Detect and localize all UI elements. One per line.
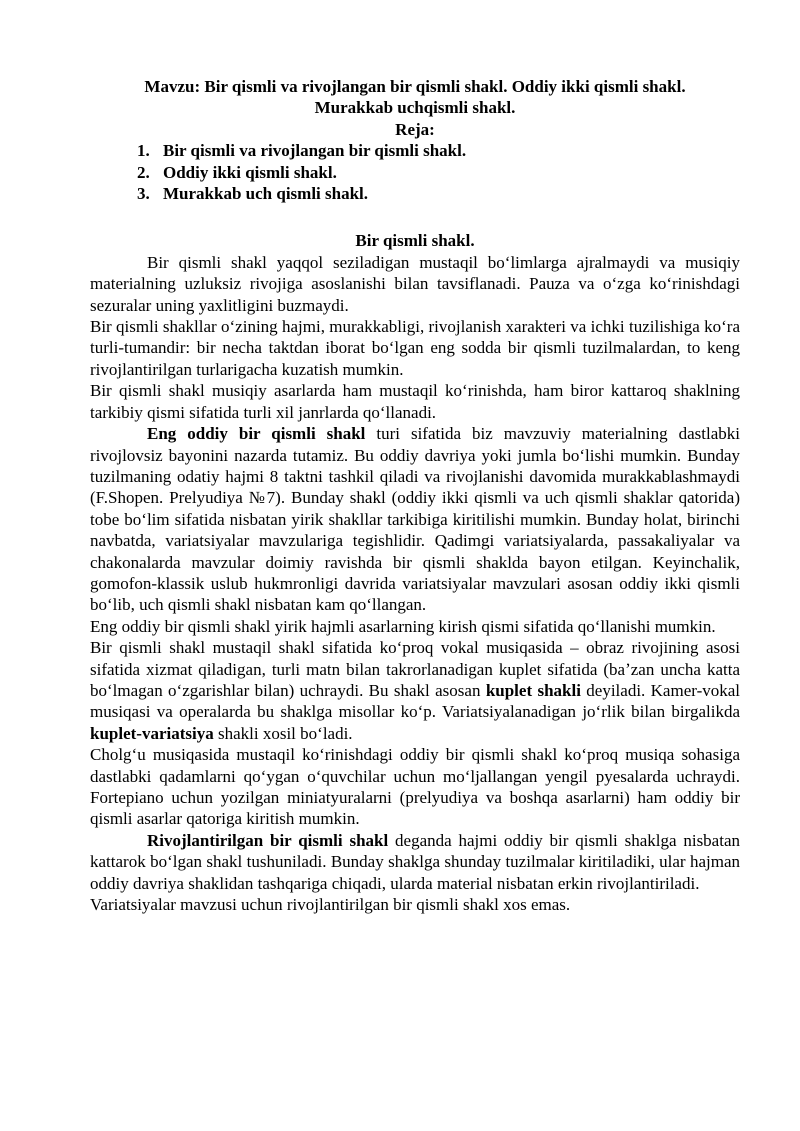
paragraph-run: Bir qismli shakl musiqiy asarlarda ham mustaqil koʻrinishda, ham biror kattaroq shaklning tarkibiy qismi sifatida turli xil janrlarda qoʻllanadi. — [90, 381, 740, 422]
paragraph-bold-run: Eng oddiy bir qismli shakl — [147, 424, 366, 444]
paragraph-bold-run: kuplet-variatsiya — [90, 723, 214, 743]
plan-item — [137, 162, 740, 183]
paragraph — [90, 380, 740, 423]
plan-item-number: 1. — [137, 141, 150, 161]
plan-item-label: Murakkab uch qismli shakl. — [163, 184, 369, 204]
paragraph — [90, 616, 740, 637]
plan-item-number: 2. — [137, 162, 150, 182]
title-line-1: Mavzu: Bir qismli va rivojlangan bir qismli shakl. Oddiy ikki qismli shakl. — [144, 77, 686, 96]
paragraph-run: shakli xosil boʻladi. — [213, 723, 353, 743]
paragraph-run: Bir qismli shakllar oʻzining hajmi, murakkabligi, rivojlanish xarakteri va ichki tuzilishiga koʻra turli-tumandir: bir necha taktdan iborat boʻlgan eng sodda bir qismli tuzilmalardan, to keng rivojlantirilgan turlarigacha kuzatish mumkin. — [90, 317, 740, 379]
paragraph — [90, 423, 740, 616]
plan-list — [90, 140, 740, 204]
section-heading: Bir qismli shakl. — [355, 231, 475, 251]
title-line-2: Murakkab uchqismli shakl. — [314, 98, 516, 118]
paragraph — [90, 830, 740, 894]
plan-item-number: 3. — [137, 184, 150, 204]
plan-item — [137, 183, 740, 204]
paragraph — [90, 744, 740, 830]
paragraph-run: Bir qismli shakl yaqqol seziladigan mustaqil boʻlimlarga ajralmaydi va musiqiy materialning uzluksiz rivojiga asoslanishi bilan tavsiflanadi. Pauza va oʻzga koʻrinishdagi sezuralar uning yaxlitligini buzmaydi. — [90, 252, 740, 315]
paragraph-bold-run: Rivojlantirilgan bir qismli shakl — [147, 830, 389, 850]
plan-item — [137, 140, 740, 161]
paragraph-run: turi sifatida biz mavzuviy materialning dastlabki rivojlovsiz bayonini nazarda tutamiz. Bu oddiy davriya yoki jumla boʻlishi mumkin. Bunday tuzilmaning odatiy hajmi 8 taktni tashkil qiladi va rivojlanishi davomida murakkablashmaydi (F.Shopen. Prelyudiya №7). Bunday shakl (oddiy ikki qismli va uch qismli shaklar qatorida) tobe boʻlim sifatida nisbatan yirik shakllar tarkibiga kiritilishi mumkin. Bunday holat, birinchi navbatda, variatsiyalar mavzulariga tegishlidir. Qadimgi variatsiyalarda, passakaliyalar va chakonalarda mavzular doimiy ravishda bir qismli shaklda bayon etilgan. Keyinchalik, gomofon-klassik uslub hukmronligi davrida variatsiyalar mavzulari asosan oddiy ikki qismli boʻlib, uch qismli shakl nisbatan kam qoʻllangan. — [90, 424, 740, 615]
paragraph — [90, 637, 740, 744]
paragraph-run: Variatsiyalar mavzusi uchun rivojlantirilgan bir qismli shakl xos emas. — [90, 895, 571, 915]
paragraph — [90, 252, 740, 316]
plan-heading: Reja: — [395, 119, 435, 139]
page-title — [90, 76, 740, 119]
paragraph-run: deyiladi. Kamer-vokal musiqasi va operalarda bu shaklga misollar koʻp. Variatsiyalanadigan joʻrlik bilan birgalikda — [90, 680, 741, 722]
paragraph-run: Bir qismli shakl mustaqil shakl sifatida koʻproq vokal musiqasida – obraz rivojining asosi sifatida xizmat qiladigan, turli matn bilan takrorlanadigan kuplet sifatida (baʼzan uncha katta boʻlmagan oʻzgarishlar bilan) uchraydi. Bu shakl asosan — [90, 638, 740, 700]
plan-item-label: Oddiy ikki qismli shakl. — [163, 162, 337, 182]
body-text — [90, 252, 740, 916]
paragraph — [90, 316, 740, 380]
paragraph-run: deganda hajmi oddiy bir qismli shaklga nisbatan kattarok boʻlgan shakl tushuniladi. Bunday shaklga shunday tuzilmalar kiritiladiki, ular hajman oddiy davriya shaklidan tashqariga chiqadi, ularda material nisbatan erkin rivojlantiriladi. — [90, 830, 740, 893]
paragraph-bold-run: kuplet shakli — [485, 680, 581, 700]
paragraph-run: Eng oddiy bir qismli shakl yirik hajmli asarlarning kirish qismi sifatida qoʻllanishi mumkin. — [90, 616, 716, 636]
paragraph — [90, 894, 740, 915]
plan-item-label: Bir qismli va rivojlangan bir qismli shakl. — [163, 141, 467, 161]
paragraph-run: Cholgʻu musiqasida mustaqil koʻrinishdagi oddiy bir qismli shakl koʻproq musiqa sohasiga dastlabki qadamlarni qoʻygan oʻquvchilar uchun moʻljallangan yengil pyesalarda uchraydi. Fortepiano uchun yozilgan miniatyuralarni (prelyudiya va boshqa asarlarni) ham oddiy bir qismli asarlar qatoriga kiritish mumkin. — [90, 745, 740, 829]
